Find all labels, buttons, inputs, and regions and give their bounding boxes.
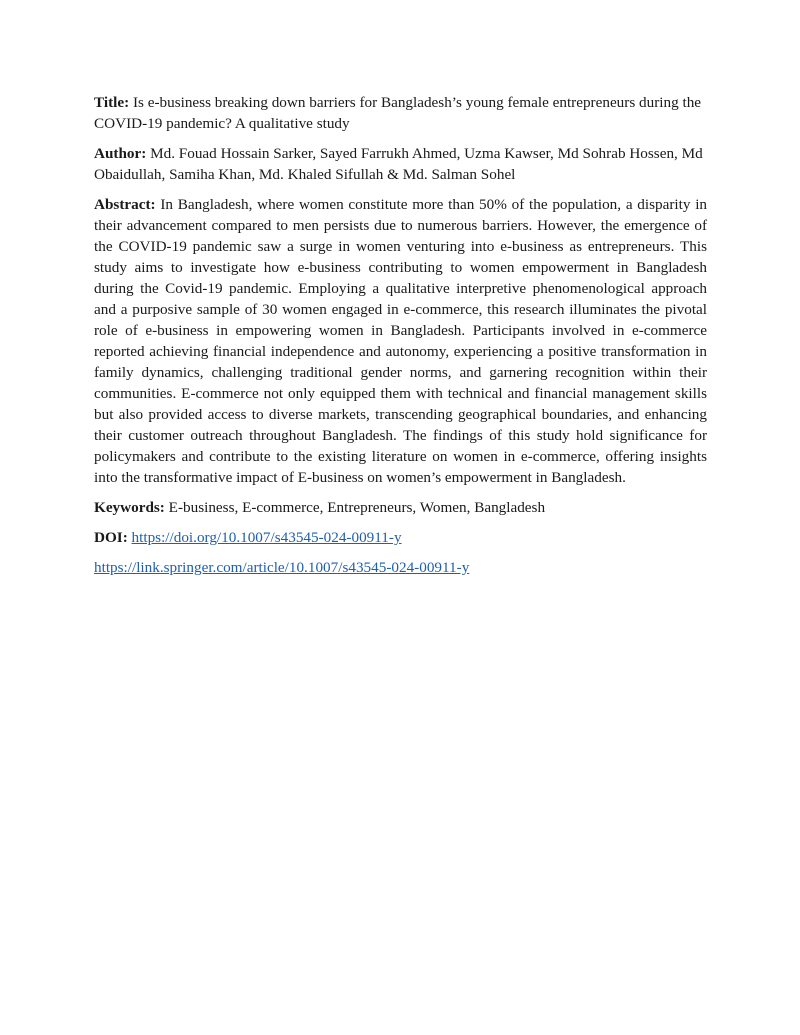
keywords-text: E-business, E-commerce, Entrepreneurs, Women, Bangladesh xyxy=(168,499,546,516)
title-paragraph xyxy=(94,92,707,134)
author-text: Md. Fouad Hossain Sarker, Sayed Farrukh Ahmed, Uzma Kawser, Md Sohrab Hossen, Md Obaidullah, Samiha Khan, Md. Khaled Sifullah & Md. Salman Sohel xyxy=(94,145,703,183)
title-label: Title: xyxy=(94,94,130,111)
abstract-label: Abstract: xyxy=(94,196,156,213)
title-text: Is e-business breaking down barriers for Bangladesh’s young female entrepreneurs during the COVID-19 pandemic? A qualitative study xyxy=(94,94,702,132)
springer-article-link[interactable]: https://link.springer.com/article/10.1007/s43545-024-00911-y xyxy=(94,559,470,576)
doi-link[interactable]: https://doi.org/10.1007/s43545-024-00911-y xyxy=(131,529,402,546)
author-label: Author: xyxy=(94,145,147,162)
doi-paragraph xyxy=(94,527,707,548)
keywords-label: Keywords: xyxy=(94,499,165,516)
keywords-paragraph xyxy=(94,497,707,518)
abstract-text: In Bangladesh, where women constitute more than 50% of the population, a disparity in their advancement compared to men persists due to numerous barriers. However, the emergence of the COVID-19 pandemic saw a surge in women venturing into e-business as entrepreneurs. This study aims to investigate how e-business contributing to women empowerment in Bangladesh during the Covid-19 pandemic. Employing a qualitative interpretive phenomenological approach and a purposive sample of 30 women engaged in e-commerce, this research illuminates the pivotal role of e-business in empowering women in Bangladesh. Participants involved in e-commerce reported achieving financial independence and autonomy, experiencing a positive transformation in family dynamics, challenging traditional gender norms, and garnering recognition within their communities. E-commerce not only equipped them with technical and financial management skills but also provided access to diverse markets, transcending geographical boundaries, and enhancing their customer outreach throughout Bangladesh. The findings of this study hold significance for policymakers and contribute to the existing literature on women in e-commerce, offering insights into the transformative impact of E-business on women’s empowerment in Bangladesh. xyxy=(94,196,708,486)
springer-link-paragraph xyxy=(94,557,707,578)
document-page xyxy=(94,92,707,587)
author-paragraph xyxy=(94,143,707,185)
abstract-paragraph xyxy=(94,194,707,488)
doi-label: DOI: xyxy=(94,529,128,546)
